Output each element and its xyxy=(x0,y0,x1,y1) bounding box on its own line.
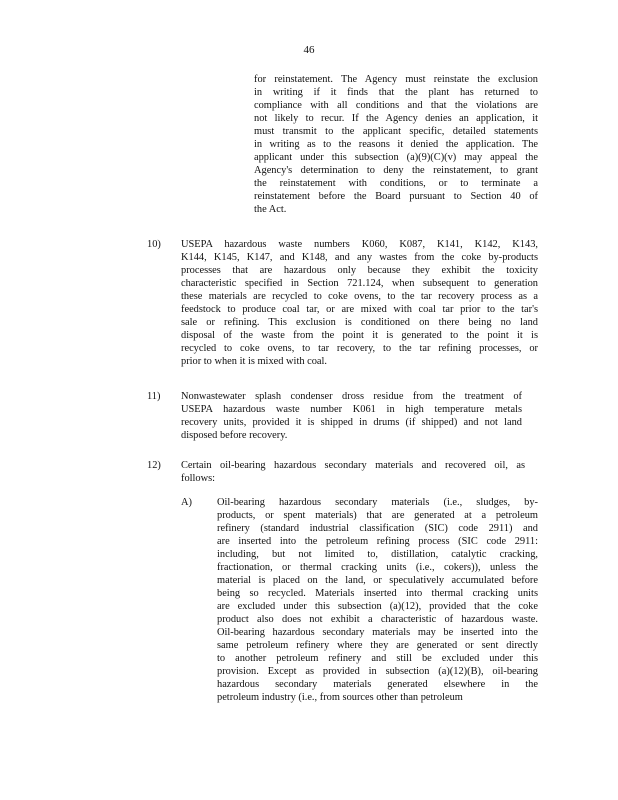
item-12-line: Certain oil-bearing hazardous secondary materials and recovered oil, as xyxy=(181,460,525,471)
page-number: 46 xyxy=(303,44,315,56)
continuation-line: not likely to recur. If the Agency denies an application, it xyxy=(254,113,538,124)
item-12-a-line: material is placed on the land, or speculatively accumulated before xyxy=(217,575,538,586)
continuation-line: must transmit to the applicant specific, detailed statements xyxy=(254,126,538,137)
item-10-line: these materials are recycled to coke ovens, to the tar recovery process as a xyxy=(181,291,538,302)
item-11-line: USEPA hazardous waste number K061 in high temperature metals xyxy=(181,404,522,415)
item-10-line: K144, K145, K147, and K148, and any wastes from the coke by-products xyxy=(181,252,538,263)
item-12-a-line: refinery (standard industrial classification (SIC) code 2911) and xyxy=(217,523,538,534)
item-12-a-line: hazardous secondary materials generated elsewhere in the xyxy=(217,679,538,690)
continuation-line: Agency's determination to deny the reinstatement, to grant xyxy=(254,165,538,176)
item-10-line: disposal of the waste from the point it is generated to the point it is xyxy=(181,330,538,341)
item-11-number: 11) xyxy=(147,391,161,402)
item-12-paragraph xyxy=(181,459,525,485)
continuation-paragraph xyxy=(254,73,538,216)
item-12-a-line: including, but not limited to, distillation, catalytic cracking, xyxy=(217,549,538,560)
continuation-line: reinstatement before the Board pursuant to Section 40 of xyxy=(254,191,538,202)
item-12-a-line: petroleum industry (i.e., from sources other than petroleum xyxy=(217,692,463,703)
item-10-line: feedstock to produce coal tar, or are mixed with coal tar prior to the tar's xyxy=(181,304,538,315)
item-10-line: processes that are hazardous only because they exhibit the toxicity xyxy=(181,265,538,276)
item-12-a-line: Oil-bearing hazardous secondary materials (i.e., sludges, by- xyxy=(217,497,538,508)
item-10-line: recycled to coke ovens, to tar recovery, to the tar refining processes, or xyxy=(181,343,538,354)
item-10-line: characteristic specified in Section 721.124, when subsequent to generation xyxy=(181,278,538,289)
item-10-line: USEPA hazardous waste numbers K060, K087, K141, K142, K143, xyxy=(181,239,538,250)
item-12-a-line: are inserted into the petroleum refining process (SIC code 2911: xyxy=(217,536,538,547)
item-10-line: sale or refining. This exclusion is conditioned on there being no land xyxy=(181,317,538,328)
continuation-line: applicant under this subsection (a)(9)(C)(v) may appeal the xyxy=(254,152,538,163)
item-12-a-paragraph xyxy=(217,496,538,704)
item-12-a-line: are excluded under this subsection (a)(12), provided that the coke xyxy=(217,601,538,612)
continuation-line: in writing if it finds that the plant has returned to xyxy=(254,87,538,98)
item-12-number: 12) xyxy=(147,460,161,471)
item-12-a-line: fractionation, or thermal cracking units (i.e., cokers)), unless the xyxy=(217,562,538,573)
item-11-line: recovery units, provided it is shipped in drums (if shipped) and not land xyxy=(181,417,522,428)
item-12-a-line: product also does not exhibit a characteristic of hazardous waste. xyxy=(217,614,538,625)
item-10-line: prior to when it is mixed with coal. xyxy=(181,356,328,367)
item-12-line: follows: xyxy=(181,473,216,484)
continuation-line: the Act. xyxy=(254,204,287,215)
continuation-line: in writing as to the reasons it denied the application. The xyxy=(254,139,538,150)
item-11-paragraph xyxy=(181,390,522,442)
item-12-a-line: Oil-bearing hazardous secondary materials may be inserted into the xyxy=(217,627,538,638)
item-12-a-line: products, or spent materials) that are generated at a petroleum xyxy=(217,510,538,521)
item-11-line: disposed before recovery. xyxy=(181,430,288,441)
item-12-a-line: to another petroleum refinery and still be excluded under this xyxy=(217,653,538,664)
item-10-number: 10) xyxy=(147,239,161,250)
continuation-line: the reinstatement with conditions, or to terminate a xyxy=(254,178,538,189)
item-10-paragraph xyxy=(181,238,538,368)
continuation-line: for reinstatement. The Agency must reinstate the exclusion xyxy=(254,74,538,85)
item-12-a-line: provision. Except as provided in subsection (a)(12)(B), oil-bearing xyxy=(217,666,538,677)
item-12-a-line: same petroleum refinery where they are generated or sent directly xyxy=(217,640,538,651)
item-12-a-line: being so recycled. Materials inserted into thermal cracking units xyxy=(217,588,538,599)
item-11-line: Nonwastewater splash condenser dross residue from the treatment of xyxy=(181,391,522,402)
item-12-a-number: A) xyxy=(181,497,192,508)
continuation-line: compliance with all conditions and that the violations are xyxy=(254,100,538,111)
